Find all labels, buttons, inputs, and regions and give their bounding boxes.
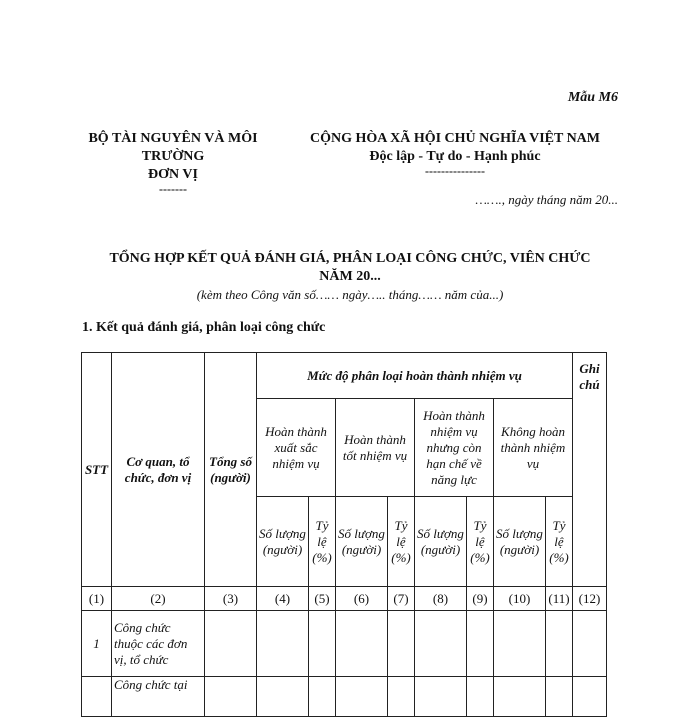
cell [573,611,607,677]
cell [494,677,546,717]
cell [388,677,415,717]
row-stt: 1 [82,611,112,677]
cell [257,677,309,717]
sub-count-good: Số lượng (người) [336,497,388,587]
cell [546,677,573,717]
group-good: Hoàn thành tốt nhiệm vụ [336,399,415,497]
cell [415,611,467,677]
cell [336,611,388,677]
cell [467,611,494,677]
group-limited: Hoàn thành nhiệm vụ nhưng còn hạn chế về năng lực [415,399,494,497]
col-number: (8) [415,587,467,611]
table-row [82,611,607,677]
national-motto: Độc lập - Tự do - Hạnh phúc [369,149,541,164]
cell [573,677,607,717]
cell [494,611,546,677]
sub-count-excellent: Số lượng (người) [257,497,309,587]
agency-header [78,130,268,194]
header-level: Mức độ phân loại hoàn thành nhiệm vụ [257,353,573,399]
header-note: Ghi chú [573,353,607,587]
col-number: (1) [82,587,112,611]
national-divider: --------------- [425,164,485,178]
cell [467,677,494,717]
sub-count-incomplete: Số lượng (người) [494,497,546,587]
sub-rate-excellent: Tỷ lệ (%) [309,497,336,587]
row-org: Công chức thuộc các đơn vị, tổ chức [112,611,205,677]
header-stt: STT [82,353,112,587]
cell [415,677,467,717]
cell [205,677,257,717]
unit-label: ĐƠN VỊ [148,167,198,182]
table-row [82,677,607,717]
col-number: (6) [336,587,388,611]
col-number: (3) [205,587,257,611]
national-title: CỘNG HÒA XÃ HỘI CHỦ NGHĨA VIỆT NAM [309,131,600,146]
sub-rate-incomplete: Tỷ lệ (%) [546,497,573,587]
title-line1: TỔNG HỢP KẾT QUẢ ĐÁNH GIÁ, PHÂN LOẠI CÔNG CHỨC, VIÊN CHỨC [109,251,591,266]
column-number-row [82,587,607,611]
cell [336,677,388,717]
col-number: (7) [388,587,415,611]
col-number: (4) [257,587,309,611]
group-excellent: Hoàn thành xuất sắc nhiệm vụ [257,399,336,497]
evaluation-table [81,352,607,717]
col-number: (2) [112,587,205,611]
form-code: Mẫu M6 [567,90,618,105]
agency-name-line1: BỘ TÀI NGUYÊN VÀ MÔI [88,131,258,146]
col-number: (12) [573,587,607,611]
date-line: ……., ngày tháng năm 20... [475,192,618,207]
col-number: (5) [309,587,336,611]
group-incomplete: Không hoàn thành nhiệm vụ [494,399,573,497]
header-row-1 [82,353,607,399]
cell [546,611,573,677]
cell [309,677,336,717]
cell [309,611,336,677]
cell [257,611,309,677]
sub-count-limited: Số lượng (người) [415,497,467,587]
col-number: (11) [546,587,573,611]
header-org: Cơ quan, tổ chức, đơn vị [112,353,205,587]
agency-divider: ------- [159,182,187,196]
title-subtitle: (kèm theo Công văn số…… ngày….. tháng…… năm của...) [196,287,504,302]
sub-rate-limited: Tỷ lệ (%) [467,497,494,587]
section-heading: 1. Kết quả đánh giá, phân loại công chức [82,320,326,335]
cell [205,611,257,677]
col-number: (10) [494,587,546,611]
document-title [80,250,620,304]
sub-rate-good: Tỷ lệ (%) [388,497,415,587]
col-number: (9) [467,587,494,611]
national-header [296,130,614,176]
row-org: Công chức tại [112,677,205,717]
agency-name-line2: TRƯỜNG [141,149,205,164]
cell [388,611,415,677]
header-total: Tổng số (người) [205,353,257,587]
row-stt [82,677,112,717]
title-line2: NĂM 20... [319,269,381,284]
